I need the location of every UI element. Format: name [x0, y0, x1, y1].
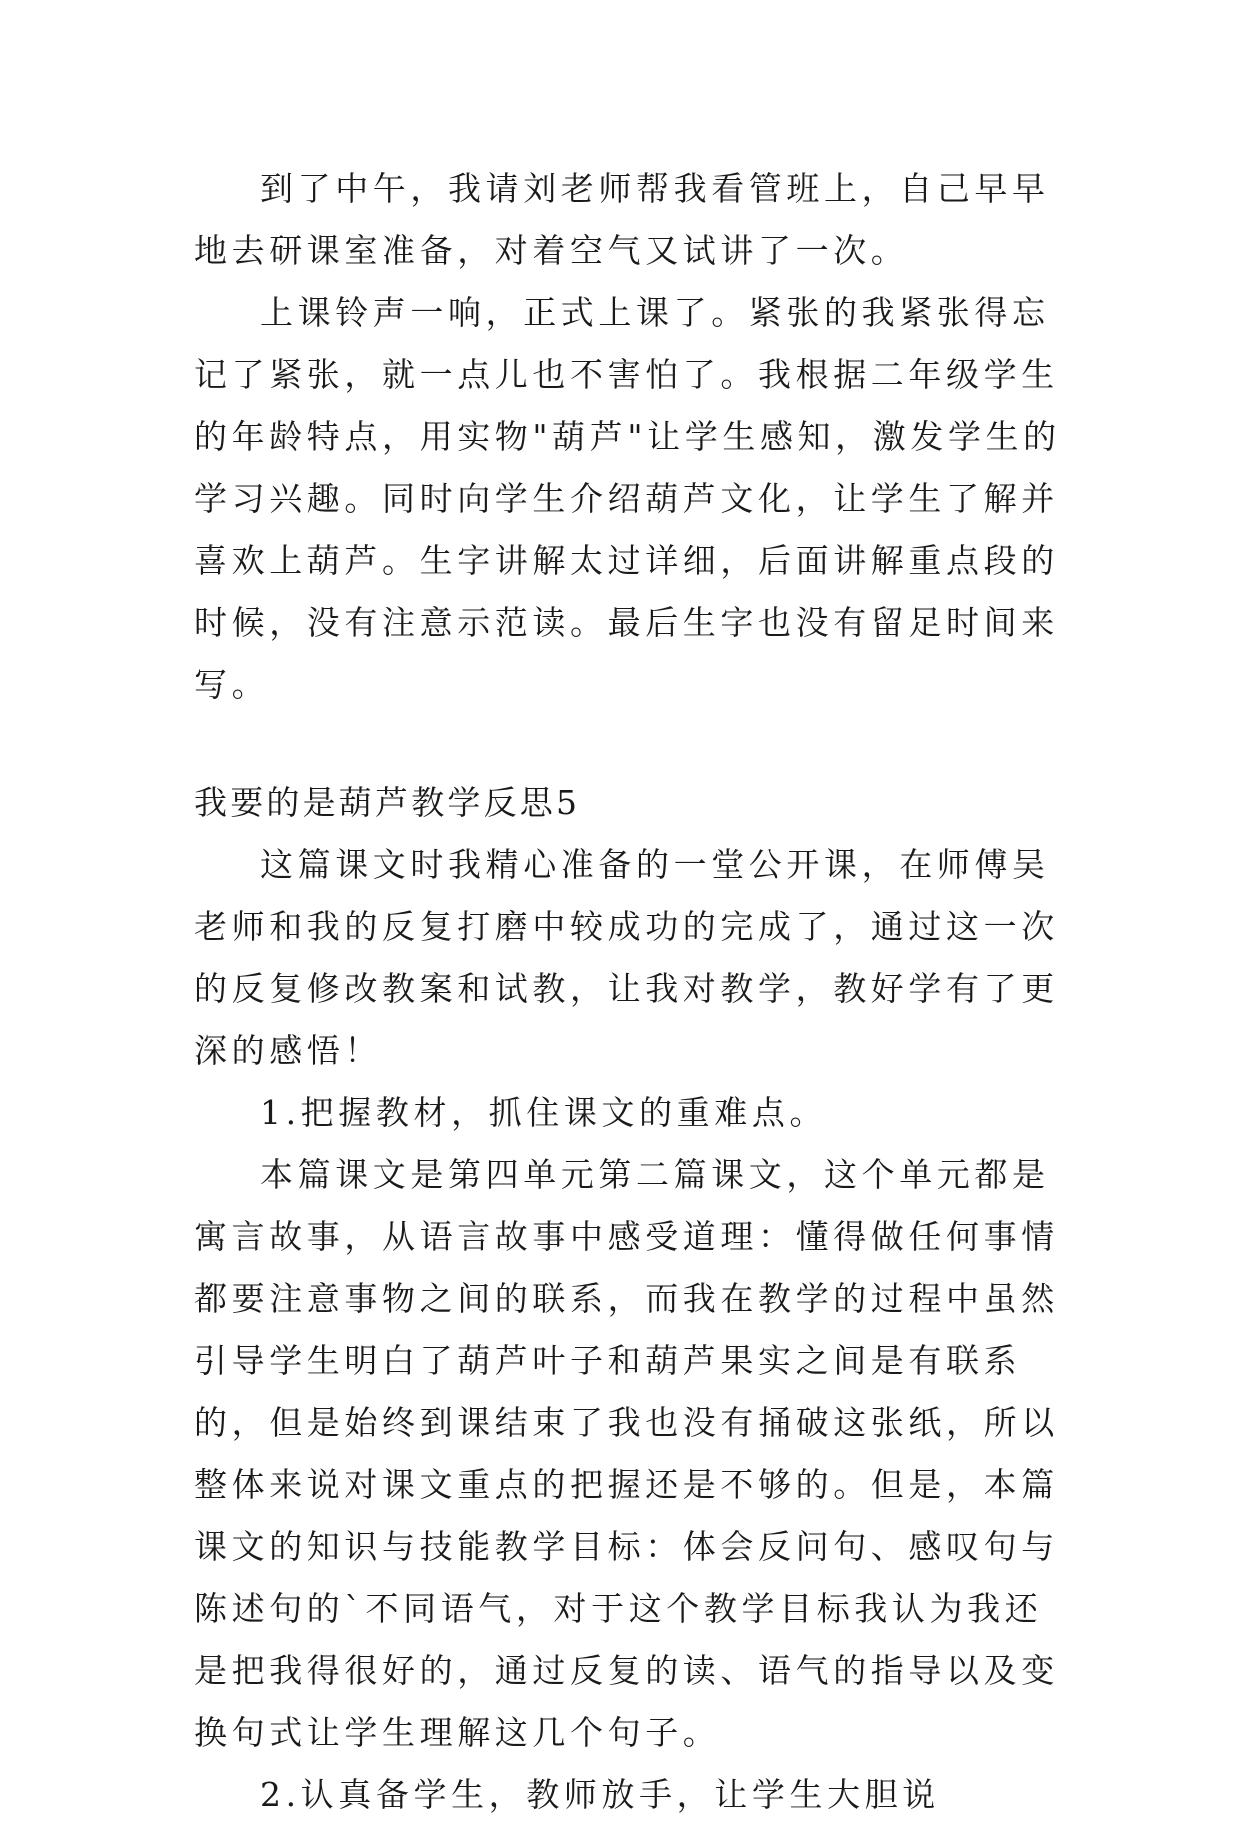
paragraph: 上课铃声一响，正式上课了。紧张的我紧张得忘记了紧张，就一点儿也不害怕了。我根据二年级学生的年龄特点，用实物"葫芦"让学生感知，激发学生的学习兴趣。同时向学生介绍葫芦文化，让学生了解并喜欢上葫芦。生字讲解太过详细，后面讲解重点段的时候，没有注意示范读。最后生字也没有留足时间来写。	[194, 293, 1061, 704]
section-title: 我要的是葫芦教学反思5	[194, 783, 581, 822]
paragraph: 本篇课文是第四单元第二篇课文，这个单元都是寓言故事，从语言故事中感受道理：懂得做任何事情都要注意事物之间的联系，而我在教学的过程中虽然引导学生明白了葫芦叶子和葫芦果实之间是有联系的，但是始终到课结束了我也没有捅破这张纸，所以整体来说对课文重点的把握还是不够的。但是，本篇课文的知识与技能教学目标：体会反问句、感叹句与陈述句的`不同语气，对于这个教学目标我认为我还是把我得很好的，通过反复的读、语气的指导以及变换句式让学生理解这几个句子。	[194, 1155, 1059, 1752]
list-item-heading: 1.把握教材，抓住课文的重难点。	[260, 1093, 828, 1132]
paragraph: 这篇课文时我精心准备的一堂公开课，在师傅吴老师和我的反复打磨中较成功的完成了，通过这一次的反复修改教案和试教，让我对教学，教好学有了更深的感悟！	[194, 845, 1059, 1070]
list-item-heading: 2.认真备学生，教师放手，让学生大胆说	[260, 1775, 940, 1814]
paragraph: 到了中午，我请刘老师帮我看管班上，自己早早地去研课室准备，对着空气又试讲了一次。	[194, 169, 1050, 270]
document-body	[194, 158, 1064, 1826]
